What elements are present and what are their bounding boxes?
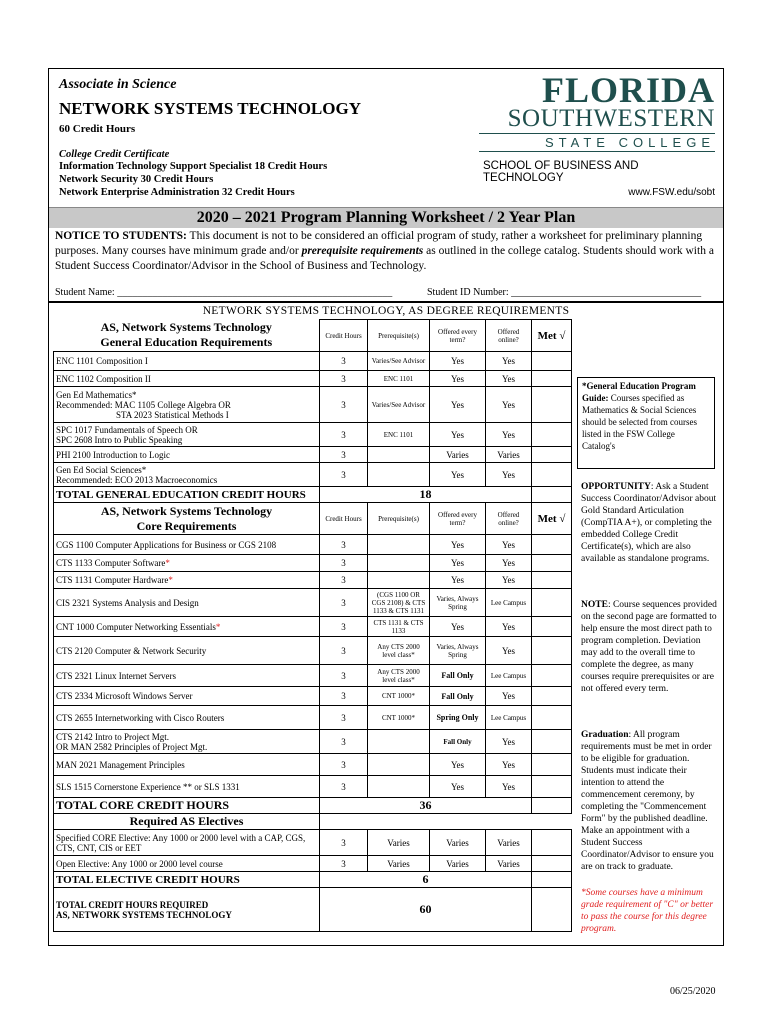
met-checkbox[interactable]: [532, 617, 572, 637]
notice: [55, 229, 717, 274]
table-header: [54, 320, 572, 352]
table-row: MAN 2021 Management Principles 3 Yes Yes: [54, 754, 572, 776]
notice-emph: prerequisite requirements: [301, 245, 424, 257]
worksheet-page: [48, 68, 724, 946]
requirements-table: [53, 319, 572, 932]
elective-total-row: TOTAL ELECTIVE CREDIT HOURS 6: [54, 872, 572, 888]
met-checkbox[interactable]: [532, 706, 572, 730]
table-row: Specified CORE Elective: Any 1000 or 2000 level with a CAP, CGS, CTS, CNT, CIS or EET 3 Varies Varies Varies: [54, 830, 572, 856]
student-id-label: Student ID Number:: [427, 287, 509, 298]
cert-line: Network Enterprise Administration 32 Credit Hours: [59, 187, 295, 198]
program-credits: 60 Credit Hours: [59, 123, 136, 135]
table-row: SPC 1017 Fundamentals of Speech OR SPC 2608 Intro to Public Speaking 3 ENC 1101 Yes Yes: [54, 423, 572, 447]
met-checkbox[interactable]: [532, 463, 572, 487]
student-id-field[interactable]: ______________________________________: [511, 287, 702, 298]
program-header: [59, 75, 479, 199]
table-row: CTS 2321 Linux Internet Servers 3 Any CTS 2000 level class* Fall Only Lee Campus: [54, 665, 572, 687]
table-row: Gen Ed Mathematics* Recommended: MAC 1105 College Algebra OR STA 2023 Statistical Methods I 3 Varies/See Advisor Yes Yes: [54, 387, 572, 423]
met-checkbox[interactable]: [532, 423, 572, 447]
table-row: Open Elective: Any 1000 or 2000 level course 3 Varies Varies Varies: [54, 856, 572, 872]
gen-ed-guide-note: *General Education Program Guide: Courses specified as Mathematics & Social Sciences should be selected from courses listed in the FSW College Catalog's: [577, 377, 715, 469]
cert-line: Information Technology Support Specialist 18 Credit Hours: [59, 161, 328, 172]
table-row: CTS 2120 Computer & Network Security 3 Any CTS 2000 level class* Varies, Always Spring Yes: [54, 637, 572, 665]
core-total-row: TOTAL CORE CREDIT HOURS 36: [54, 798, 572, 814]
table-row: Gen Ed Social Sciences* Recommended: ECO 2013 Macroeconomics 3 Yes Yes: [54, 463, 572, 487]
core-header: AS, Network Systems Technology Core Requirements Credit Hours Prerequisite(s) Offered every term? Offered online? Met √: [54, 503, 572, 535]
met-checkbox[interactable]: [532, 589, 572, 617]
table-row: ENC 1101 Composition I 3 Varies/See Advisor Yes Yes: [54, 352, 572, 371]
table-row: PHI 2100 Introduction to Logic 3 Varies Varies: [54, 447, 572, 463]
table-row: CGS 1100 Computer Applications for Business or CGS 2108 3 Yes Yes: [54, 535, 572, 555]
met-checkbox[interactable]: [532, 856, 572, 872]
met-checkbox[interactable]: [532, 387, 572, 423]
met-checkbox[interactable]: [532, 637, 572, 665]
col-offered: Offered every term?: [430, 320, 486, 352]
col-prereq: Prerequisite(s): [368, 320, 430, 352]
table-row: CTS 1131 Computer Hardware* 3 Yes Yes: [54, 572, 572, 589]
grand-total-row: TOTAL CREDIT HOURS REQUIRED AS, NETWORK SYSTEMS TECHNOLOGY 60: [54, 888, 572, 932]
table-row: ENC 1102 Composition II 3 ENC 1101 Yes Yes: [54, 371, 572, 387]
met-checkbox[interactable]: [532, 665, 572, 687]
logo-school: SCHOOL OF BUSINESS AND TECHNOLOGY: [483, 160, 639, 184]
opportunity-note: OPPORTUNITY: Ask a Student Success Coordinator/Advisor about Gold Standard Articulation (CompTIA A+), or completing the embedded College Credit Certificate(s), which are also available as standalone programs.: [581, 482, 717, 564]
fsw-logo: [479, 70, 715, 198]
table-row: CNT 1000 Computer Networking Essentials* 3 CTS 1131 & CTS 1133 Yes Yes: [54, 617, 572, 637]
gen-ed-heading: AS, Network Systems Technology: [100, 320, 272, 335]
plan-banner: 2020 – 2021 Program Planning Worksheet / 2 Year Plan: [49, 207, 723, 228]
student-name-label: Student Name:: [55, 287, 115, 298]
table-row: CTS 2655 Internetworking with Cisco Routers 3 CNT 1000* Spring Only Lee Campus: [54, 706, 572, 730]
student-name-field[interactable]: _______________________________________________________: [117, 287, 393, 298]
met-checkbox[interactable]: [532, 352, 572, 371]
table-row: CTS 1133 Computer Software* 3 Yes Yes: [54, 555, 572, 572]
met-checkbox[interactable]: [532, 687, 572, 706]
met-checkbox[interactable]: [532, 754, 572, 776]
note-block: NOTE: Course sequences provided on the second page are formatted to help ensure the most direct path to program completion. Deviation may add to the overall time to complete the degree, as many courses require prerequisites or are not offered every term.: [581, 600, 717, 694]
met-checkbox[interactable]: [532, 447, 572, 463]
notice-label: NOTICE TO STUDENTS:: [55, 230, 187, 242]
graduation-note: Graduation: All program requirements must be met in order to be eligible for graduation. Students must indicate their intention to attend the commencement ceremony, by completing the "Commencement Form" by the published deadline. Make an appointment with a Student Success Coordinator/Advisor to ensure you are on track to graduate.: [581, 730, 714, 872]
logo-state-college: STATE COLLEGE: [479, 133, 715, 152]
table-row: CTS 2142 Intro to Project Mgt. OR MAN 2582 Principles of Project Mgt. 3 Fall Only Yes: [54, 730, 572, 754]
cert-heading: College Credit Certificate: [59, 149, 170, 160]
footer-date: 06/25/2020: [670, 986, 716, 997]
met-checkbox[interactable]: [532, 555, 572, 572]
col-online: Offered online?: [486, 320, 532, 352]
gen-ed-total-row: TOTAL GENERAL EDUCATION CREDIT HOURS 18: [54, 487, 572, 503]
logo-florida: FLORIDA: [541, 70, 715, 110]
gen-ed-heading: General Education Requirements: [100, 335, 273, 350]
col-credit: Credit Hours: [320, 320, 368, 352]
table-row: CTS 2334 Microsoft Windows Server 3 CNT 1000* Fall Only Yes: [54, 687, 572, 706]
met-checkbox[interactable]: [532, 572, 572, 589]
electives-header: Required AS Electives: [54, 814, 572, 830]
met-checkbox[interactable]: [532, 535, 572, 555]
program-title: NETWORK SYSTEMS TECHNOLOGY: [59, 99, 361, 118]
divider: [49, 301, 723, 303]
met-checkbox[interactable]: [532, 830, 572, 856]
col-met: Met √: [532, 320, 572, 352]
logo-southwestern: SOUTHWESTERN: [507, 105, 715, 132]
table-row: SLS 1515 Cornerstone Experience ** or SLS 1331 3 Yes Yes: [54, 776, 572, 798]
cert-line: Network Security 30 Credit Hours: [59, 174, 214, 185]
met-checkbox[interactable]: [532, 776, 572, 798]
min-grade-note: *Some courses have a minimum grade requirement of "C" or better to pass the course for this degree program.: [581, 888, 714, 934]
met-checkbox[interactable]: [532, 371, 572, 387]
section-title: NETWORK SYSTEMS TECHNOLOGY, AS DEGREE REQUIREMENTS: [202, 305, 570, 317]
table-row: CIS 2321 Systems Analysis and Design 3 (CGS 1100 OR CGS 2108) & CTS 1133 & CTS 1131 Varies, Always Spring Lee Campus: [54, 589, 572, 617]
notice-text: This document is not to be considered an official program of study, rather a worksheet for preliminary planning purposes. Many courses have minimum grade and/or: [55, 230, 703, 257]
degree-type: Associate in Science: [59, 77, 177, 92]
met-checkbox[interactable]: [532, 730, 572, 754]
notice-text: as outlined in the college catalog. Students should work with a Student Success Coordinator/Advisor in the School of Business and Technology.: [55, 245, 714, 272]
logo-url: www.FSW.edu/sobt: [628, 187, 715, 198]
